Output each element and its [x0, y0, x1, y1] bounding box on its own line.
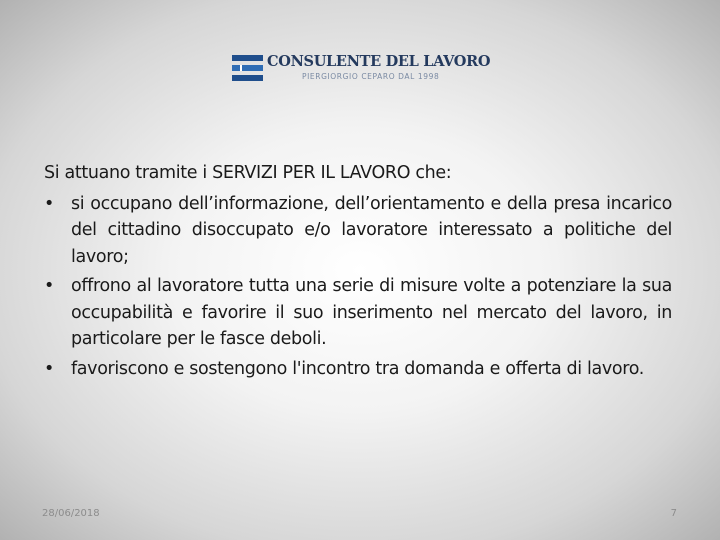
- slide-body: [44, 160, 672, 385]
- logo-mark-icon: [232, 55, 263, 81]
- bullet-item: [44, 273, 672, 353]
- footer-date: 28/06/2018: [42, 508, 100, 519]
- intro-text: Si attuano tramite i SERVIZI PER IL LAVORO che:: [44, 163, 452, 183]
- logo-subtitle: PIERGIORGIO CEPARO DAL 1998: [302, 72, 440, 81]
- bullet-item: [44, 191, 672, 271]
- bullet-text: favoriscono e sostengono l'incontro tra domanda e offerta di lavoro.: [71, 358, 645, 379]
- bullet-list: [44, 191, 672, 383]
- page-number: 7: [670, 508, 677, 519]
- logo-title: CONSULENTE DEL LAVORO: [267, 53, 491, 70]
- bullet-text: offrono al lavoratore tutta una serie di misure volte a potenziare la sua occupabilità e favorire il suo inserimento nel mercato del lavoro, in particolare per le fasce deboli.: [71, 276, 672, 349]
- bullet-icon: •: [44, 358, 54, 379]
- bullet-icon: •: [44, 276, 54, 296]
- bullet-item: [44, 356, 672, 383]
- company-logo: [232, 52, 502, 86]
- bullet-icon: •: [44, 193, 54, 214]
- bullet-text: si occupano dell’informazione, dell’orientamento e della presa incarico del cittadino disoccupato e/o lavoratore interessato a politiche del lavoro;: [71, 193, 672, 267]
